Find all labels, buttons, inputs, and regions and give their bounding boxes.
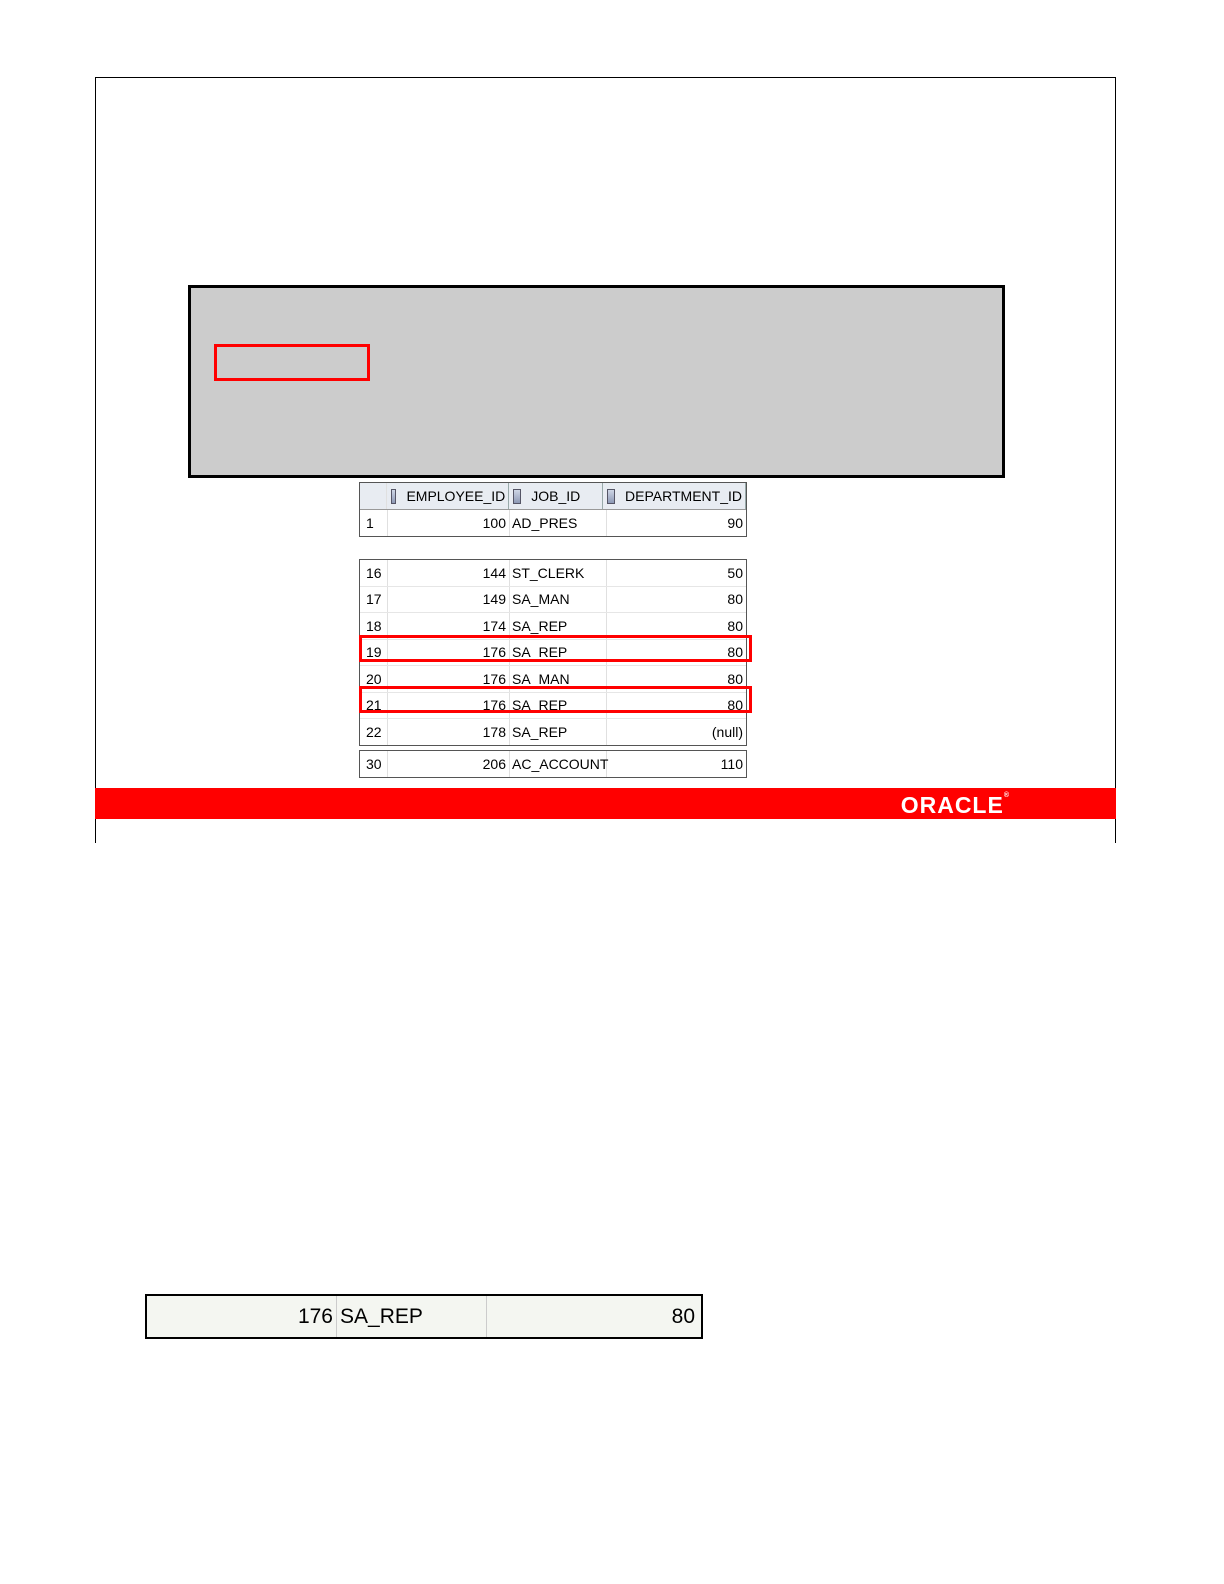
row-number: 18 bbox=[360, 613, 388, 639]
sort-az-icon[interactable] bbox=[607, 489, 615, 504]
table-row[interactable] bbox=[360, 560, 746, 587]
cell-department-id: 80 bbox=[727, 617, 743, 634]
row-number: 22 bbox=[360, 719, 388, 745]
cell-employee-id: 100 bbox=[388, 510, 510, 536]
cell-department-id: 80 bbox=[727, 670, 743, 687]
column-header-job-id[interactable] bbox=[509, 483, 603, 509]
cell-employee-id: 174 bbox=[388, 613, 510, 639]
cell-employee-id: 176 bbox=[388, 693, 510, 719]
column-header-label: JOB_ID bbox=[531, 488, 581, 504]
cell-job-id: AD_PRES bbox=[510, 510, 607, 536]
table-row[interactable] bbox=[360, 510, 746, 536]
cell-job-id: AC_ACCOUNT bbox=[510, 751, 607, 777]
cell-job-id: ST_CLERK bbox=[510, 560, 607, 586]
row-number: 19 bbox=[360, 640, 388, 666]
cell-employee-id: 176 bbox=[388, 666, 510, 692]
oracle-logo bbox=[901, 792, 1010, 819]
cell-employee-id: 178 bbox=[388, 719, 510, 745]
duplicate-row-highlight bbox=[359, 635, 752, 662]
result-grid-bottom bbox=[359, 750, 747, 778]
column-header-employee-id[interactable] bbox=[387, 483, 509, 509]
table-row[interactable] bbox=[360, 719, 746, 745]
row-number: 21 bbox=[360, 693, 388, 719]
row-number: 30 bbox=[360, 751, 388, 777]
column-header-department-id[interactable] bbox=[603, 483, 746, 509]
cell-job-id: SA_MAN bbox=[510, 666, 607, 692]
result-grid-top bbox=[359, 482, 747, 537]
sort-az-icon[interactable] bbox=[391, 489, 396, 504]
cell-job-id: SA_REP bbox=[510, 640, 607, 666]
oracle-footer-bar bbox=[95, 788, 1116, 819]
cell-job-id: SA_REP bbox=[337, 1296, 487, 1337]
cell-department-id: 80 bbox=[727, 697, 743, 714]
cell-department-id: 80 bbox=[671, 1304, 695, 1328]
cell-employee-id: 176 bbox=[147, 1296, 337, 1337]
table-row[interactable] bbox=[360, 587, 746, 614]
cell-employee-id: 176 bbox=[388, 640, 510, 666]
cell-department-id: 90 bbox=[727, 514, 743, 531]
cell-department-id: 80 bbox=[727, 591, 743, 608]
row-number: 1 bbox=[360, 510, 388, 536]
oracle-logo-text: ORACLE bbox=[900, 792, 1004, 818]
cell-job-id: SA_REP bbox=[510, 693, 607, 719]
cell-department-id: 110 bbox=[720, 755, 743, 772]
cell-job-id: SA_MAN bbox=[510, 587, 607, 613]
code-highlight-box bbox=[214, 344, 370, 381]
column-header-label: EMPLOYEE_ID bbox=[406, 488, 506, 504]
registered-mark: ® bbox=[1003, 792, 1010, 799]
sort-az-icon[interactable] bbox=[513, 489, 521, 504]
cell-department-id: (null) bbox=[711, 723, 743, 740]
sql-code-box bbox=[188, 285, 1005, 478]
cell-employee-id: 206 bbox=[388, 751, 510, 777]
cell-department-id: 80 bbox=[727, 644, 743, 661]
row-number: 17 bbox=[360, 587, 388, 613]
row-number: 20 bbox=[360, 666, 388, 692]
cell-job-id: SA_REP bbox=[510, 613, 607, 639]
zoomed-result-row bbox=[145, 1294, 703, 1339]
grid-header bbox=[360, 483, 746, 510]
cell-employee-id: 144 bbox=[388, 560, 510, 586]
row-number-header bbox=[360, 483, 387, 509]
duplicate-row-highlight bbox=[359, 686, 752, 713]
cell-department-id: 50 bbox=[727, 564, 743, 581]
row-number: 16 bbox=[360, 560, 388, 586]
table-row[interactable] bbox=[360, 751, 746, 777]
cell-job-id: SA_REP bbox=[510, 719, 607, 745]
column-header-label: DEPARTMENT_ID bbox=[625, 488, 742, 504]
cell-employee-id: 149 bbox=[388, 587, 510, 613]
